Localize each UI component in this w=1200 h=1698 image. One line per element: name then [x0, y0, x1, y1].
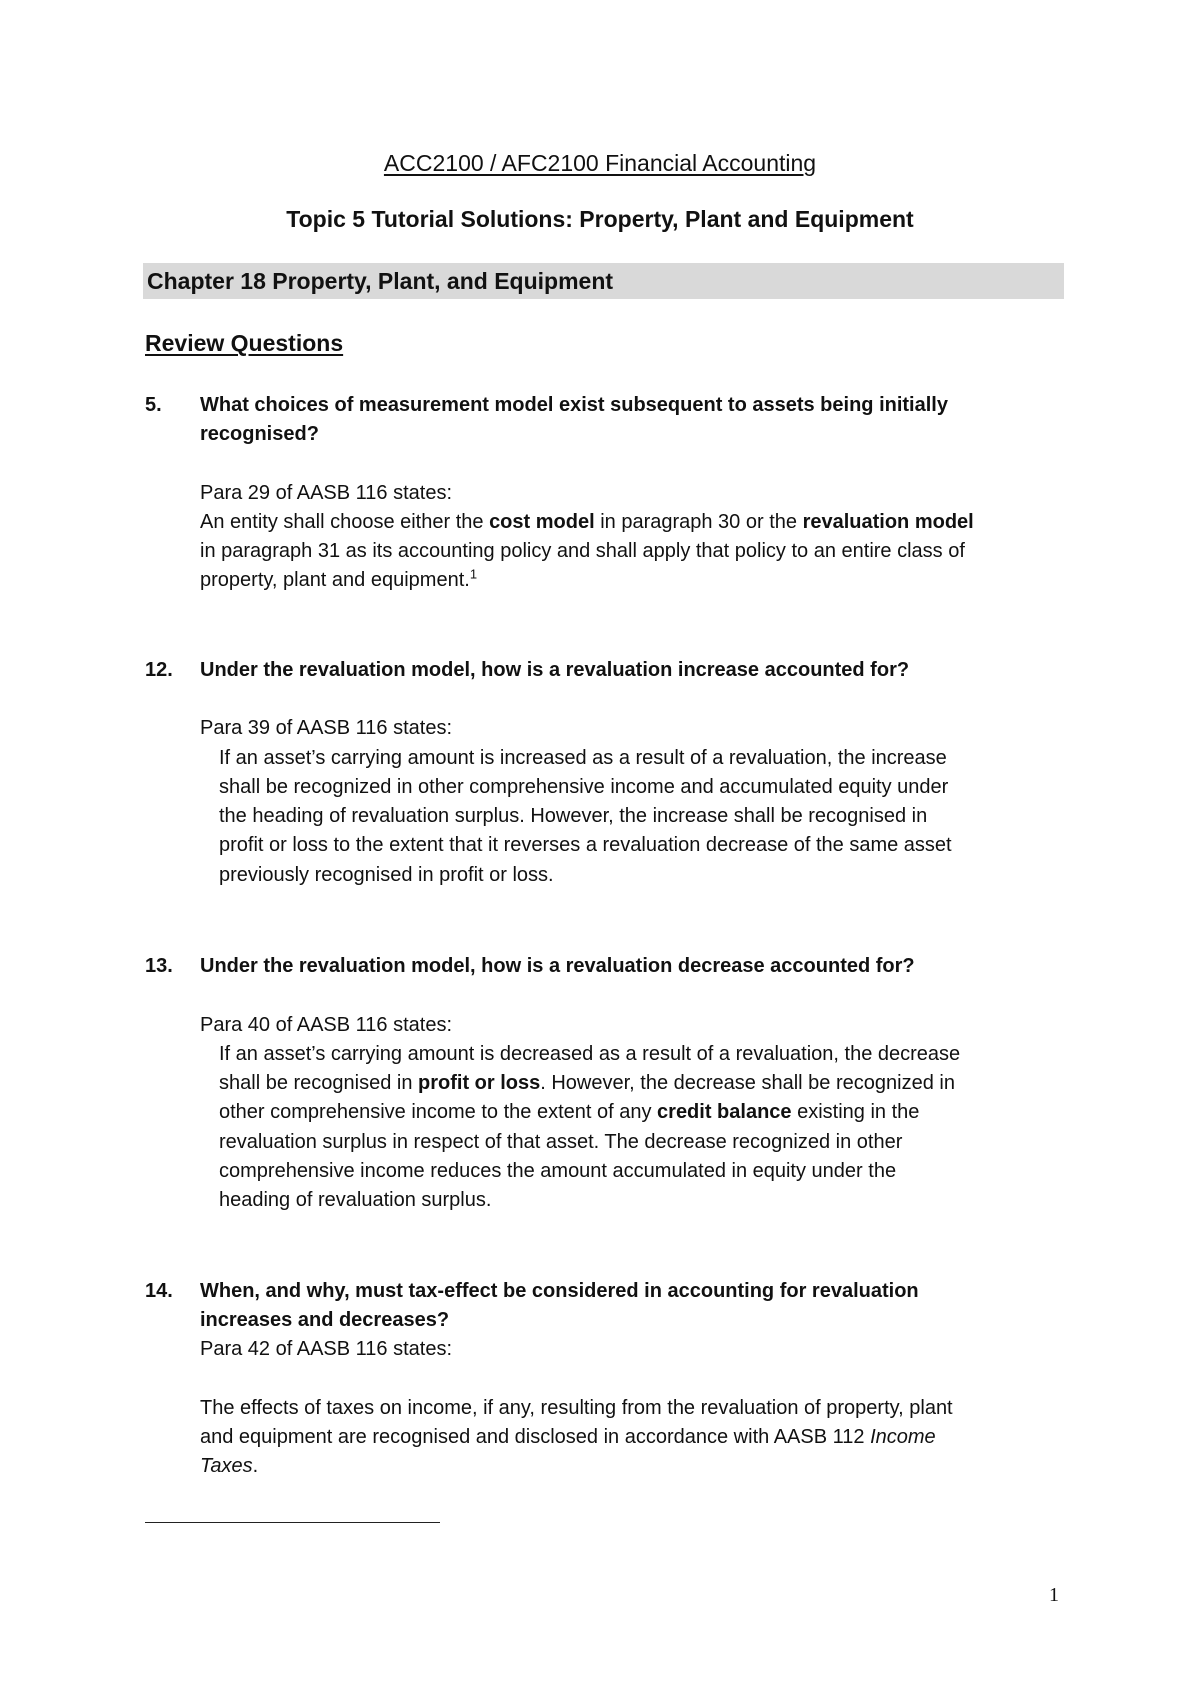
page-number: 1: [1049, 1584, 1059, 1606]
question-text: What choices of measurement model exist subsequent to assets being initially: [200, 394, 948, 416]
source-citation: Para 39 of AASB 116 states:: [200, 717, 453, 739]
question-number: 13.: [145, 955, 173, 977]
question-text: When, and why, must tax-effect be considered in accounting for revaluation: [200, 1280, 919, 1302]
quote-line: the heading of revaluation surplus. However, the increase shall be recognised in: [219, 805, 928, 827]
source-citation: Para 42 of AASB 116 states:: [200, 1338, 453, 1360]
question-text: increases and decreases?: [200, 1309, 450, 1331]
answer-line: and equipment are recognised and disclosed in accordance with AASB 112 Income: [200, 1426, 936, 1448]
answer-line: An entity shall choose either the cost model in paragraph 30 or the revaluation model: [200, 511, 974, 533]
course-title: ACC2100 / AFC2100 Financial Accounting: [383, 150, 817, 176]
question-text: Under the revaluation model, how is a revaluation decrease accounted for?: [200, 955, 915, 977]
quote-line: profit or loss to the extent that it reverses a revaluation decrease of the same asset: [219, 834, 952, 856]
quote-line: shall be recognized in other comprehensive income and accumulated equity under: [219, 776, 949, 798]
quote-line: other comprehensive income to the extent of any credit balance existing in the: [219, 1101, 920, 1123]
answer-line: Taxes.: [200, 1455, 259, 1477]
answer-line: property, plant and equipment.$^1$: [200, 566, 478, 591]
quote-line: comprehensive income reduces the amount accumulated in equity under the: [219, 1160, 897, 1182]
answer-line: in paragraph 31 as its accounting policy and shall apply that policy to an entire class of: [200, 540, 965, 562]
question-number: 14.: [145, 1280, 173, 1302]
chapter-heading: Chapter 18 Property, Plant, and Equipment: [147, 268, 614, 294]
topic-title: Topic 5 Tutorial Solutions: Property, Plant and Equipment: [286, 206, 914, 232]
question-number: 12.: [145, 659, 173, 681]
quote-line: heading of revaluation surplus.: [219, 1189, 492, 1211]
footnote-marker[interactable]: 1: [469, 566, 478, 582]
source-citation: Para 29 of AASB 116 states:: [200, 482, 453, 504]
quote-line: revaluation surplus in respect of that asset. The decrease recognized in other: [219, 1131, 903, 1153]
question-text: recognised?: [200, 423, 319, 445]
quote-line: If an asset’s carrying amount is decreased as a result of a revaluation, the decrease: [219, 1043, 961, 1065]
question-text: Under the revaluation model, how is a revaluation increase accounted for?: [200, 659, 910, 681]
quote-line: shall be recognised in profit or loss. However, the decrease shall be recognized in: [219, 1072, 955, 1094]
section-heading: Review Questions: [145, 330, 344, 356]
quote-line: If an asset’s carrying amount is increased as a result of a revaluation, the increase: [219, 747, 947, 769]
footnote-separator: [145, 1522, 440, 1523]
answer-line: The effects of taxes on income, if any, resulting from the revaluation of property, plant: [200, 1397, 953, 1419]
source-citation: Para 40 of AASB 116 states:: [200, 1014, 453, 1036]
quote-line: previously recognised in profit or loss.: [219, 864, 554, 886]
question-number: 5.: [145, 394, 162, 416]
